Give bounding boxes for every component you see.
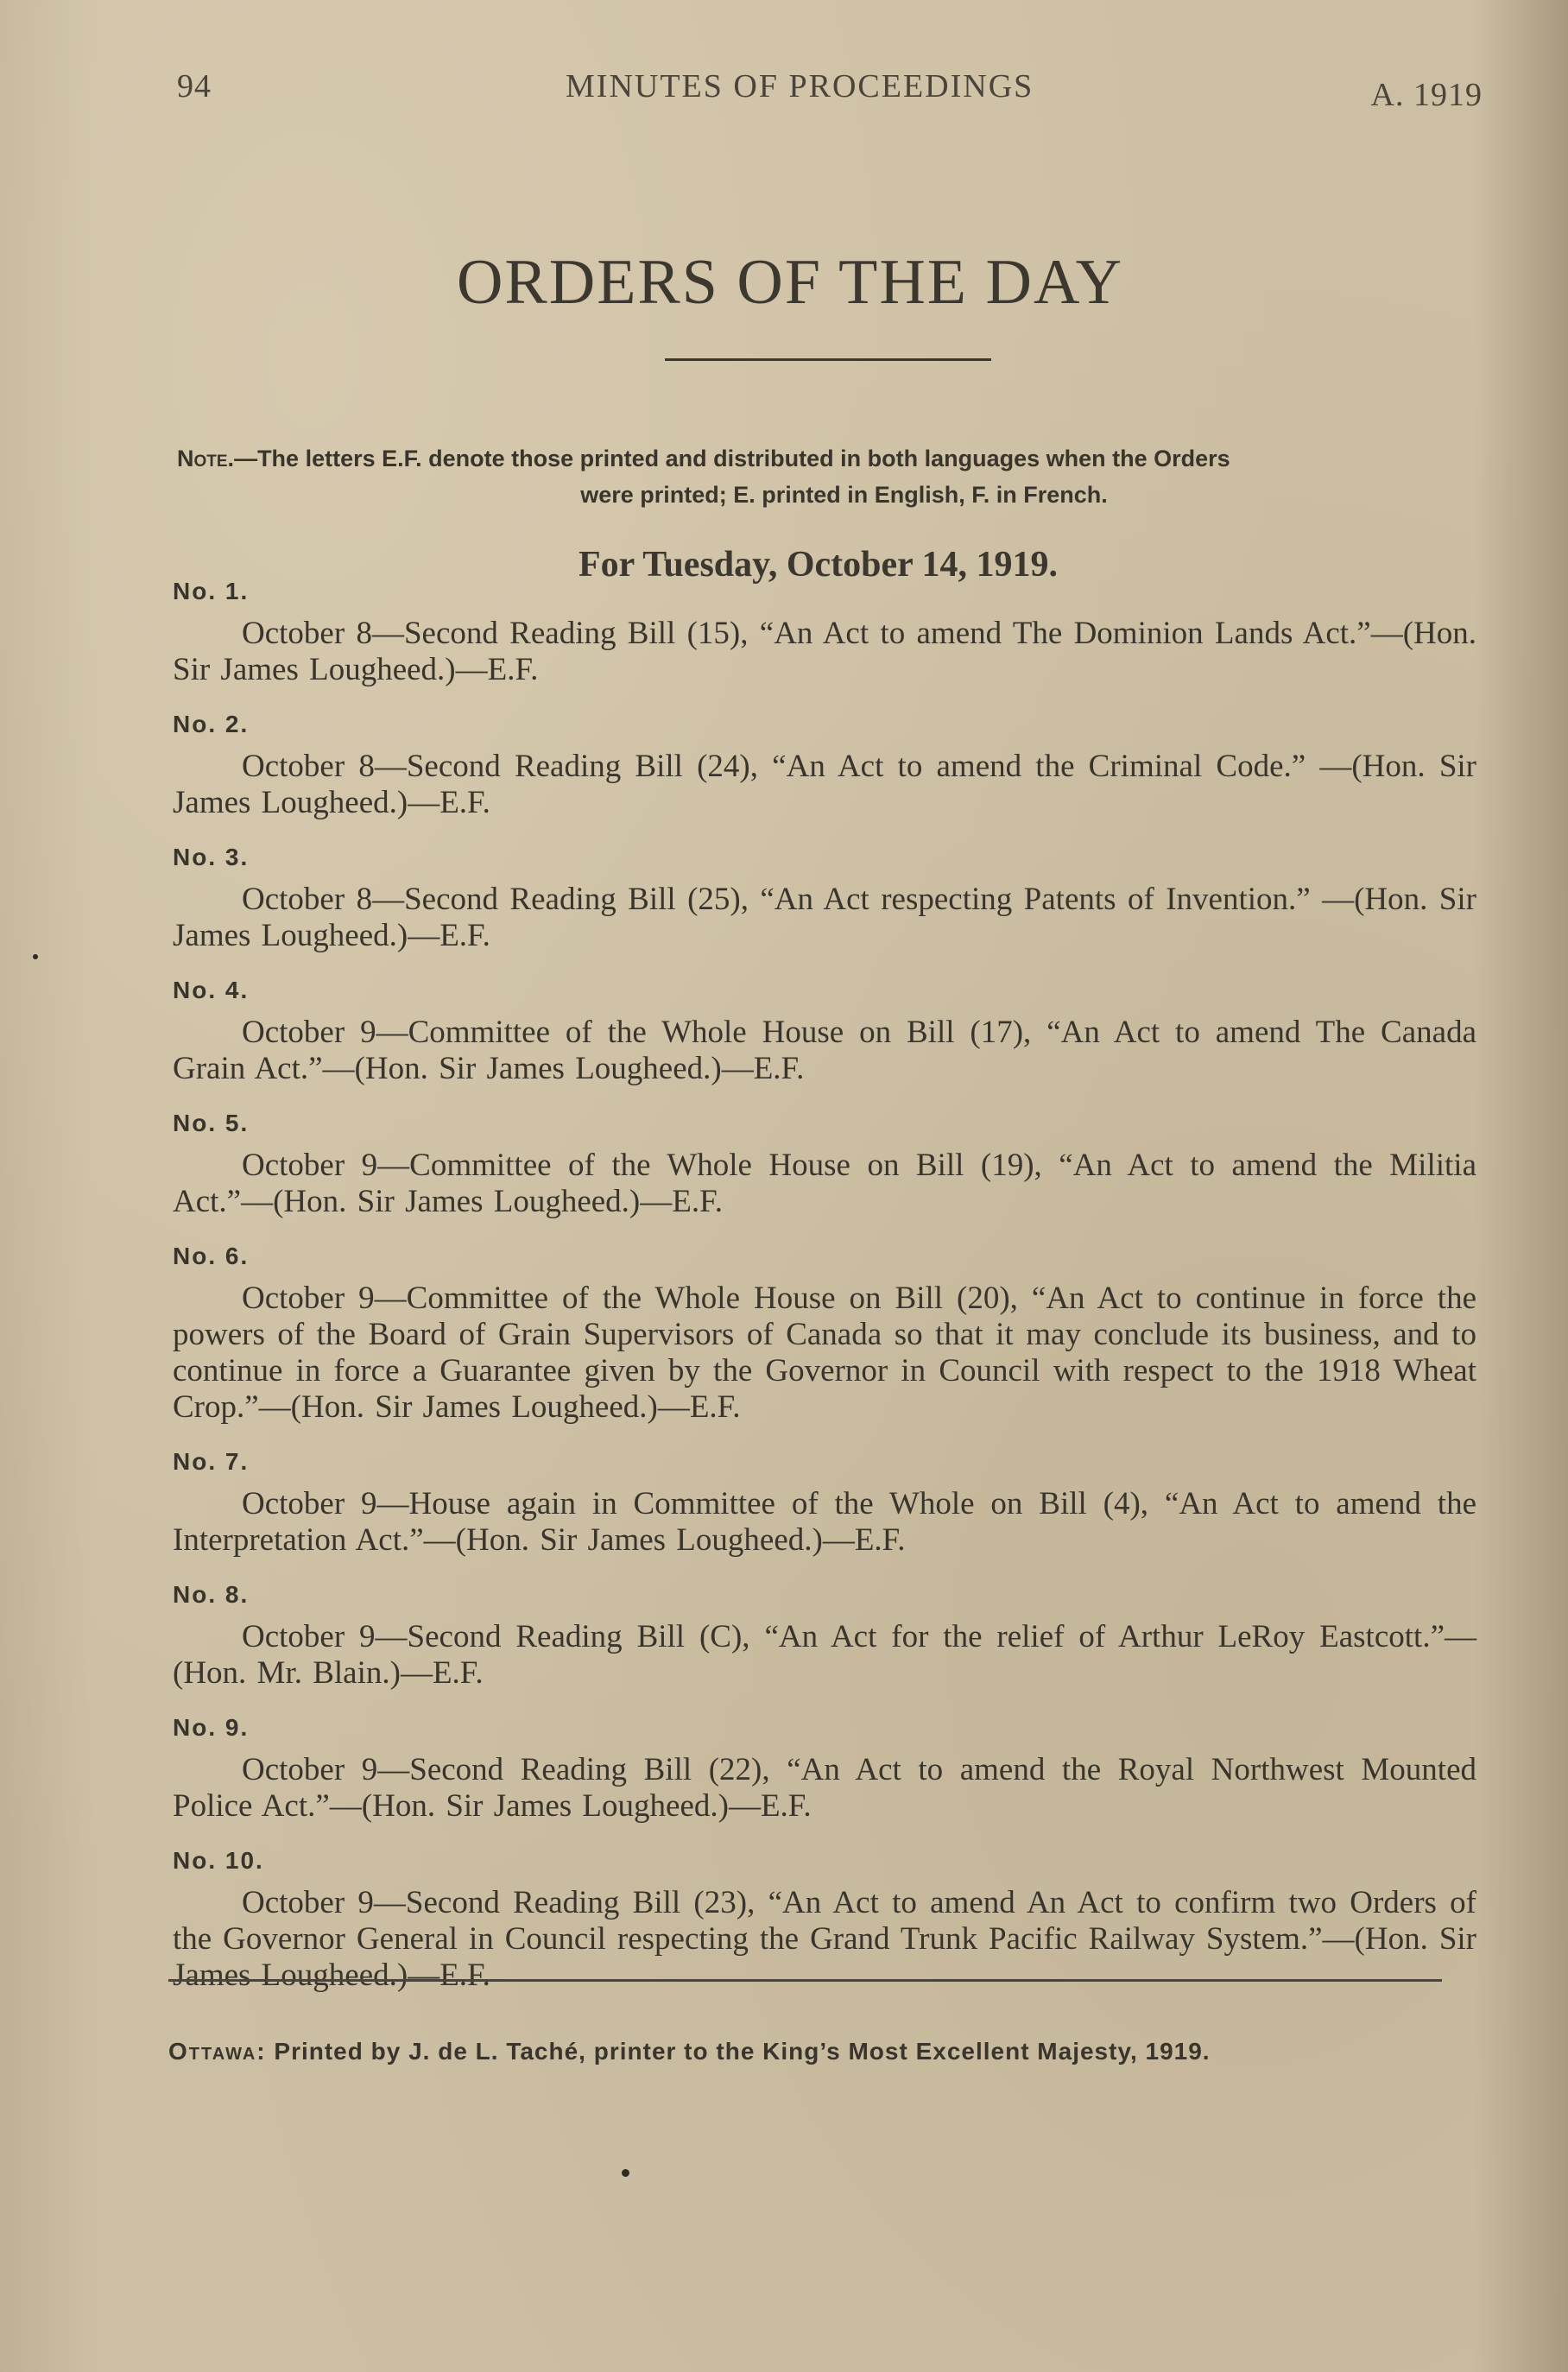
title-rule <box>665 358 991 361</box>
order-item <box>173 707 1476 821</box>
order-item <box>173 1711 1476 1825</box>
note-text-1: —The letters E.F. denote those printed and distributed in both languages when the Orders <box>234 446 1230 471</box>
order-item <box>173 973 1476 1087</box>
order-item <box>173 1106 1476 1220</box>
order-number: No. 9. <box>173 1714 250 1741</box>
imprint-place: Ottawa: <box>168 2038 267 2065</box>
order-text: October 8—Second Reading Bill (15), “An Act to amend The Dominion Lands Act.”—(Hon. Sir James Lougheed.)—E.F. <box>173 616 1476 687</box>
page-number: 94 <box>177 68 212 104</box>
order-text: October 8—Second Reading Bill (24), “An Act to amend the Criminal Code.” —(Hon. Sir James Lougheed.)—E.F. <box>173 749 1476 820</box>
order-number: No. 5. <box>173 1110 250 1136</box>
note-line-2: were printed; E. printed in English, F. in French. <box>580 482 1108 508</box>
order-text: October 9—Committee of the Whole House on Bill (19), “An Act to amend the Militia Act.”—(Hon. Sir James Lougheed.)—E.F. <box>173 1148 1476 1219</box>
document-page <box>168 52 1483 2065</box>
session-label: A. 1919 <box>1370 77 1483 113</box>
order-text: October 9—House again in Committee of the Whole on Bill (4), “An Act to amend the Interpretation Act.”—(Hon. Sir James Lougheed.)—E.F. <box>173 1486 1476 1558</box>
order-item <box>173 1844 1476 1994</box>
note-line-1 <box>177 440 1476 477</box>
order-number: No. 6. <box>173 1243 250 1269</box>
note <box>177 440 1476 513</box>
order-text: October 9—Committee of the Whole House on Bill (17), “An Act to amend The Canada Grain Act.”—(Hon. Sir James Lougheed.)—E.F. <box>173 1015 1476 1086</box>
imprint-text: Printed by J. de L. Taché, printer to the King’s Most Excellent Majesty, 1919. <box>266 2038 1211 2065</box>
order-item <box>173 840 1476 954</box>
running-head <box>168 52 1481 112</box>
order-item <box>173 1239 1476 1426</box>
order-text: October 8—Second Reading Bill (25), “An Act respecting Patents of Invention.” —(Hon. Sir James Lougheed.)—E.F. <box>173 882 1476 953</box>
page-title: ORDERS OF THE DAY <box>456 247 1124 318</box>
order-item <box>173 574 1476 688</box>
date-heading: For Tuesday, October 14, 1919. <box>579 545 1059 585</box>
order-text: October 9—Second Reading Bill (C), “An Act for the relief of Arthur LeRoy Eastcott.”—(Hon. Mr. Blain.)—E.F. <box>173 1619 1476 1691</box>
running-head-title: MINUTES OF PROCEEDINGS <box>566 68 1034 104</box>
printer-imprint <box>168 2038 1481 2065</box>
order-number: No. 8. <box>173 1581 250 1608</box>
order-number: No. 1. <box>173 578 250 604</box>
order-number: No. 3. <box>173 844 250 870</box>
paper-speck <box>622 2169 629 2177</box>
order-number: No. 4. <box>173 977 250 1003</box>
order-number: No. 10. <box>173 1847 264 1874</box>
order-item <box>173 1445 1476 1559</box>
note-label: Note. <box>177 446 235 471</box>
order-text: October 9—Committee of the Whole House on Bill (20), “An Act to continue in force the powers of the Board of Grain Supervisors of Canada so that it may conclude its business, and to continue in force a Guarantee given by the Governor in Council with respect to the 1918 Wheat Crop.”—(Hon. Sir James Lougheed.)—E.F. <box>173 1281 1476 1425</box>
paper-speck <box>33 954 38 959</box>
order-text: October 9—Second Reading Bill (22), “An Act to amend the Royal Northwest Mounted Police Act.”—(Hon. Sir James Lougheed.)—E.F. <box>173 1752 1476 1824</box>
order-item <box>173 1578 1476 1692</box>
orders-list <box>173 574 1476 2013</box>
order-number: No. 7. <box>173 1448 250 1475</box>
order-text: October 9—Second Reading Bill (23), “An Act to amend An Act to confirm two Orders of the Governor General in Council respecting the Grand Trunk Pacific Railway System.”—(Hon. Sir James Lougheed.)—E.F. <box>173 1885 1476 1993</box>
bottom-rule <box>168 1979 1442 1982</box>
order-number: No. 2. <box>173 711 250 737</box>
